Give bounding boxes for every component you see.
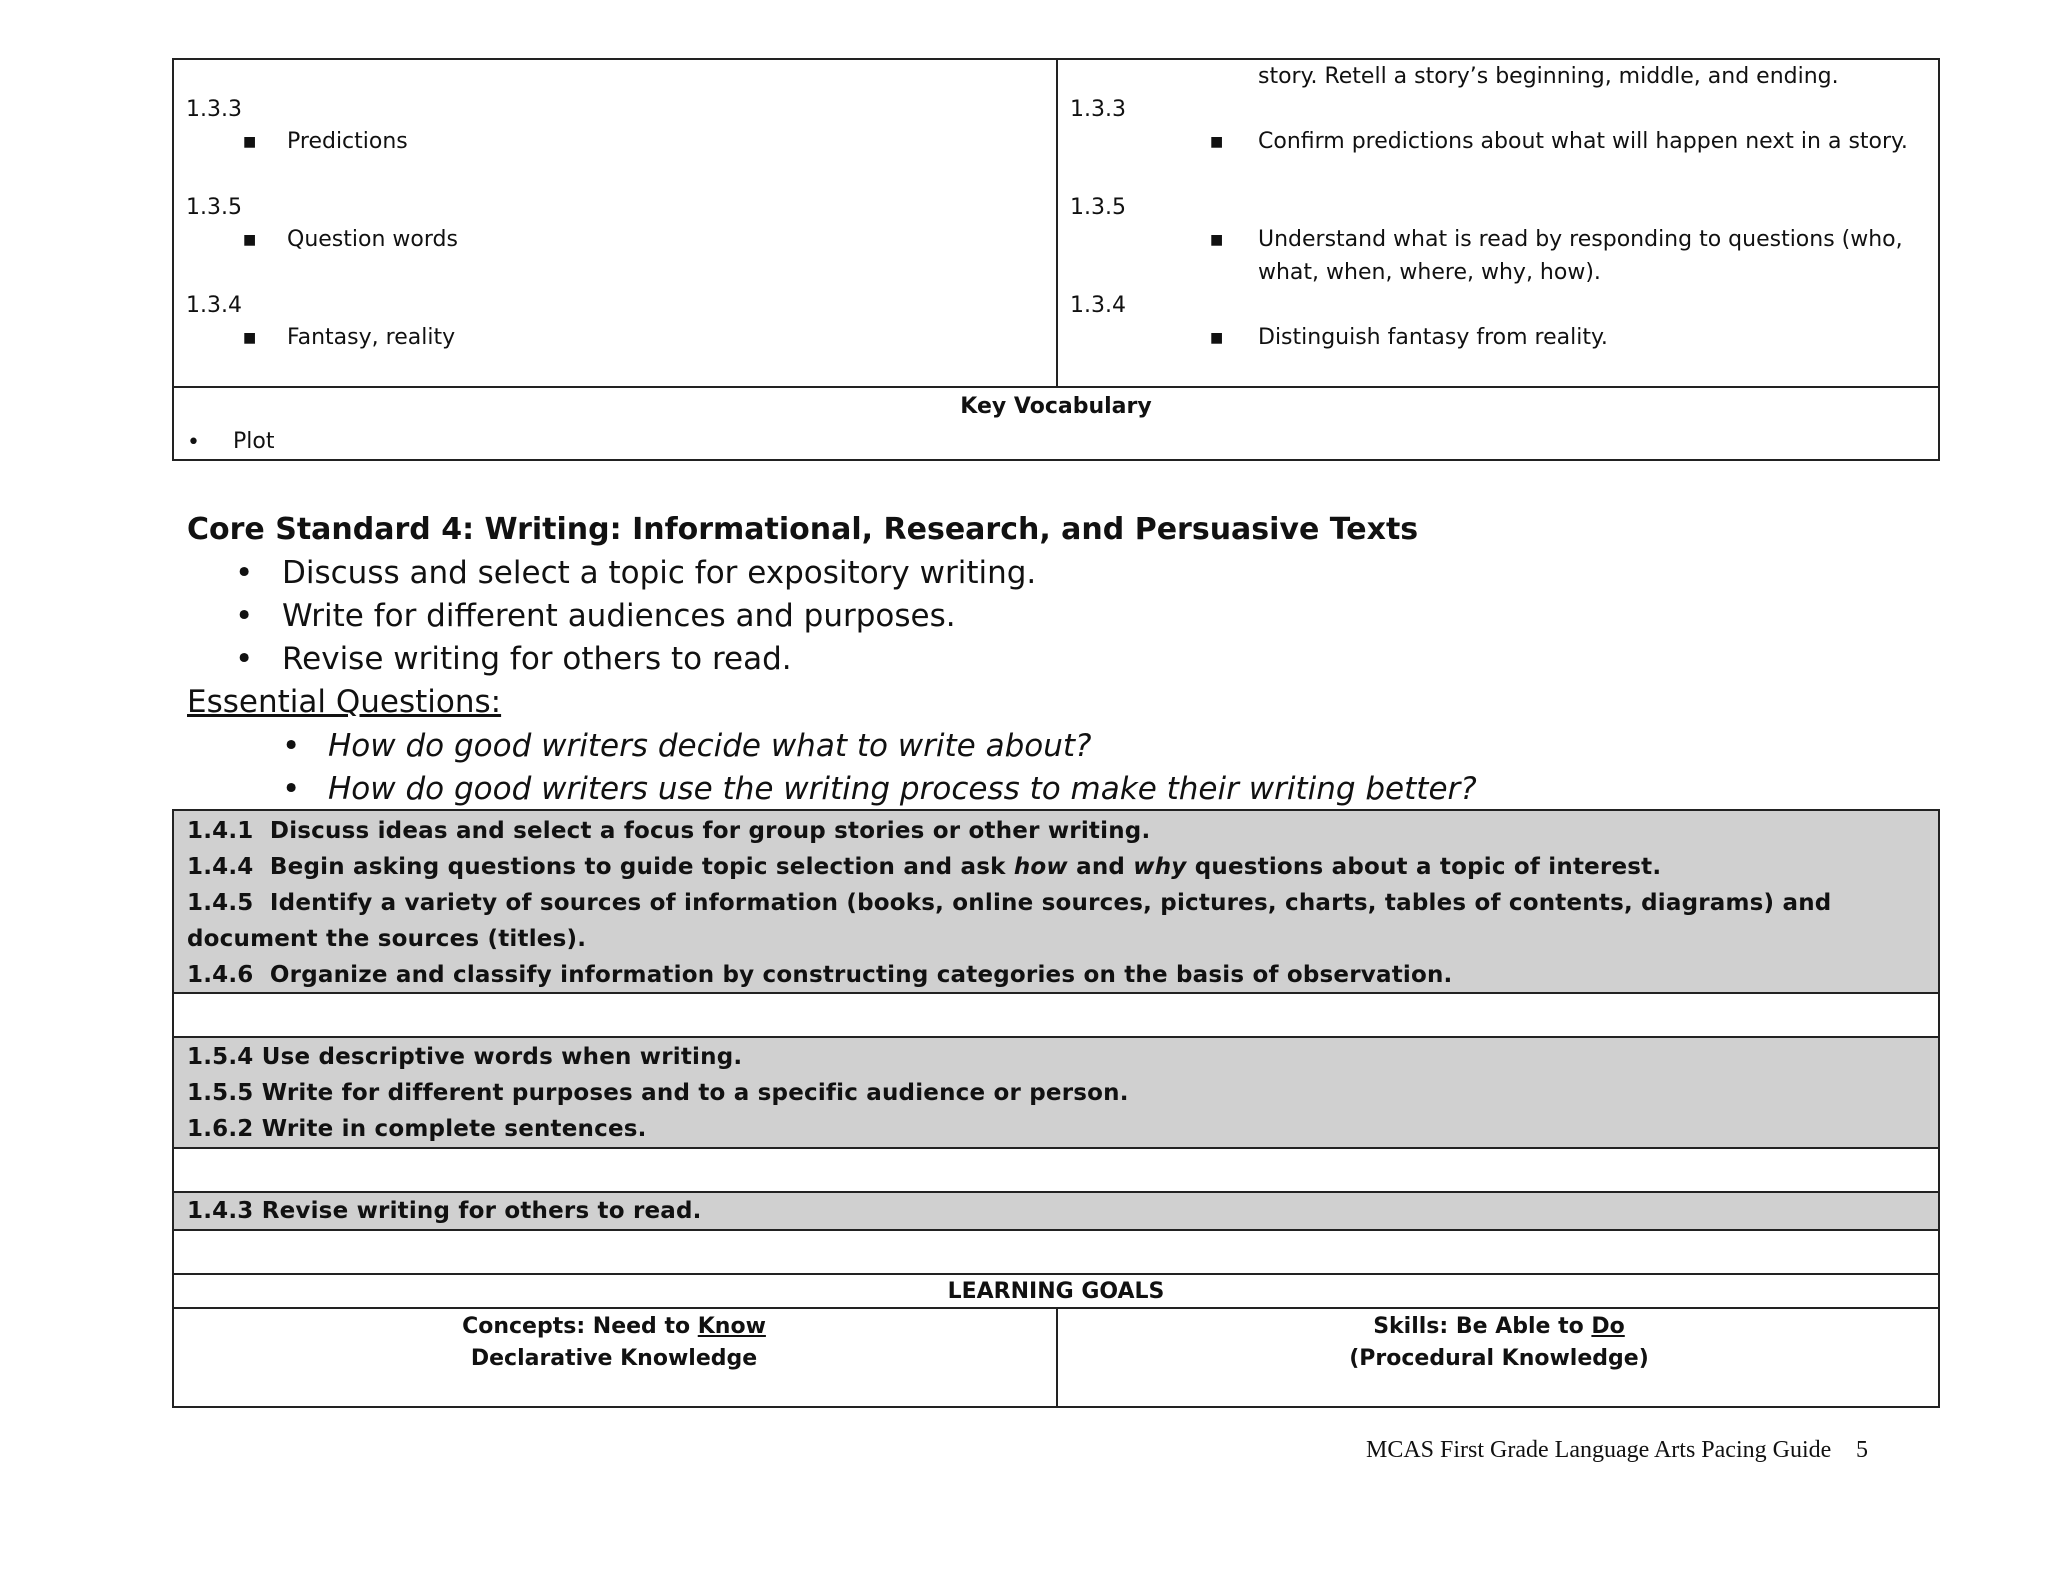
- standard-1-4-3: 1.4.3 Revise writing for others to read.: [187, 1198, 702, 1224]
- top-table-divider: [1056, 58, 1058, 387]
- question-1: How do good writers decide what to write about?: [328, 728, 1092, 764]
- skills-subheader: (Procedural Knowledge): [1349, 1346, 1649, 1371]
- essential-questions-label: Essential Questions:: [187, 684, 502, 720]
- square-bullet-icon: ■: [243, 330, 257, 346]
- standard-1-6-2: 1.6.2 Write in complete sentences.: [187, 1116, 647, 1142]
- right-code-3: 1.3.4: [1070, 293, 1126, 318]
- left-code-3: 1.3.4: [186, 293, 242, 318]
- standard-1-4-6: 1.4.6 Organize and classify information by constructing categories on the basis of observation.: [187, 962, 1453, 988]
- bullet-icon: •: [235, 555, 254, 591]
- skills-header: Skills: Be Able to Do: [1373, 1314, 1625, 1339]
- key-vocab-divider: [172, 386, 1940, 388]
- right-code-2: 1.3.5: [1070, 195, 1126, 220]
- bullet-icon: •: [282, 728, 301, 764]
- row-divider: [172, 1229, 1940, 1231]
- core-standard-heading: [187, 512, 1419, 547]
- question-2: How do good writers use the writing process to make their writing better?: [328, 771, 1477, 807]
- row-divider: [172, 1191, 1940, 1193]
- square-bullet-icon: ■: [243, 232, 257, 248]
- row-divider: [172, 1147, 1940, 1149]
- learning-goals-title: LEARNING GOALS: [947, 1279, 1165, 1304]
- left-code-1: 1.3.3: [186, 97, 242, 122]
- concepts-subheader: Declarative Knowledge: [470, 1346, 758, 1371]
- right-item-2-cont: what, when, where, why, how).: [1258, 260, 1601, 285]
- left-item-3: Fantasy, reality: [287, 325, 456, 350]
- concepts-header: Concepts: Need to Know: [462, 1314, 766, 1339]
- row-divider: [172, 1036, 1940, 1038]
- footer-title: MCAS First Grade Language Arts Pacing Guide: [1366, 1437, 1832, 1463]
- square-bullet-icon: ■: [1210, 330, 1224, 346]
- bullet-icon: •: [187, 430, 200, 455]
- bullet-icon: •: [235, 641, 254, 677]
- right-item-2: Understand what is read by responding to questions (who,: [1258, 227, 1903, 252]
- standard-1-5-5: 1.5.5 Write for different purposes and to a specific audience or person.: [187, 1080, 1129, 1106]
- bullet-icon: •: [282, 771, 301, 807]
- left-item-2: Question words: [287, 227, 458, 252]
- core-bullet-1: Discuss and select a topic for expository writing.: [282, 555, 1037, 591]
- core-bullet-2: Write for different audiences and purposes.: [282, 598, 956, 634]
- core-bullet-3: Revise writing for others to read.: [282, 641, 792, 677]
- standard-1-4-5-cont: document the sources (titles).: [187, 926, 587, 952]
- key-vocab-title: Key Vocabulary: [960, 394, 1152, 419]
- page-number: 5: [1856, 1437, 1868, 1463]
- standard-1-4-5: 1.4.5 Identify a variety of sources of information (books, online sources, pictures, charts, tables of contents, diagrams) and: [187, 890, 1832, 916]
- bullet-icon: •: [235, 598, 254, 634]
- standard-1-4-4: 1.4.4 Begin asking questions to guide topic selection and ask how and why questions about a topic of interest.: [187, 854, 1662, 880]
- square-bullet-icon: ■: [1210, 134, 1224, 150]
- key-vocab-item: Plot: [233, 429, 275, 454]
- core-standard-prefix: Core Standard 4:: [187, 512, 475, 547]
- row-divider: [172, 1273, 1940, 1275]
- right-cont-text: story. Retell a story’s beginning, middle, and ending.: [1258, 64, 1839, 89]
- core-standard-title: Writing: Informational, Research, and Persuasive Texts: [484, 512, 1419, 547]
- row-divider: [172, 992, 1940, 994]
- right-item-1: Confirm predictions about what will happen next in a story.: [1258, 129, 1908, 154]
- square-bullet-icon: ■: [243, 134, 257, 150]
- square-bullet-icon: ■: [1210, 232, 1224, 248]
- left-item-1: Predictions: [287, 129, 408, 154]
- left-code-2: 1.3.5: [186, 195, 242, 220]
- right-item-3: Distinguish fantasy from reality.: [1258, 325, 1608, 350]
- right-code-1: 1.3.3: [1070, 97, 1126, 122]
- standard-1-5-4: 1.5.4 Use descriptive words when writing.: [187, 1044, 743, 1070]
- standard-1-4-1: 1.4.1 Discuss ideas and select a focus for group stories or other writing.: [187, 818, 1151, 844]
